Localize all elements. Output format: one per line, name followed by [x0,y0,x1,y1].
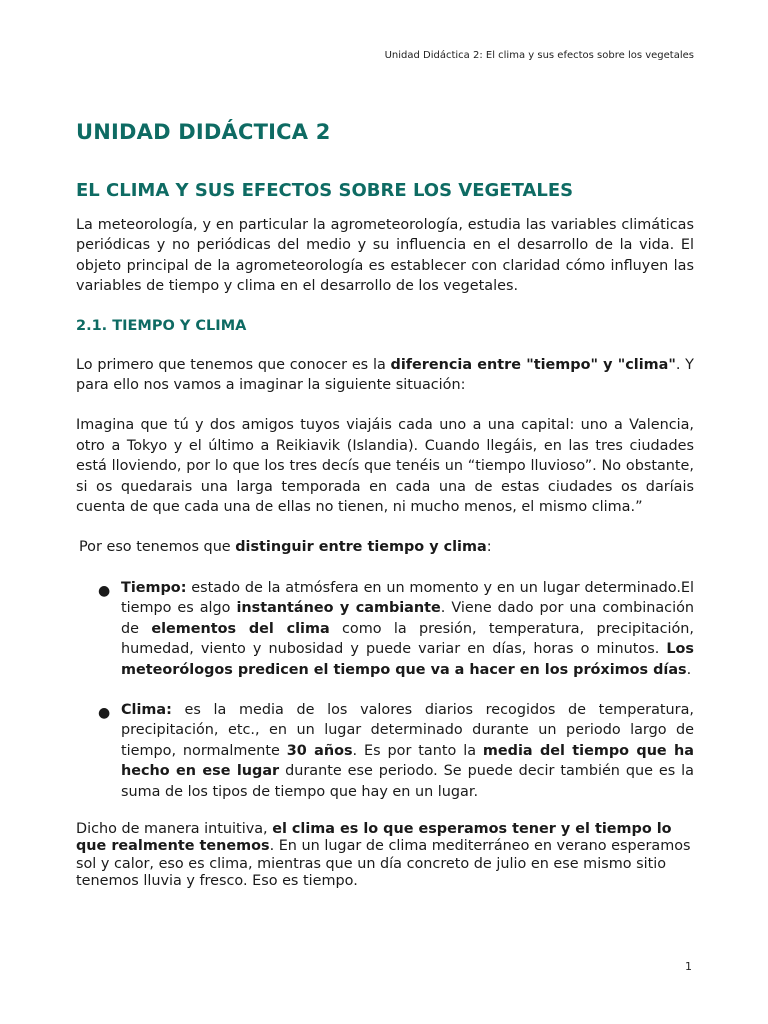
page-number: 1 [685,960,692,973]
text-run: : [486,539,492,556]
page-content [76,118,694,891]
distinguish-paragraph [76,537,694,557]
list-item-clima [76,700,694,802]
list-item-tiempo [76,578,694,680]
difference-paragraph [76,355,694,396]
text-run: . En un lugar de clima mediterráneo en verano esperamos sol y calor, eso es clima, mientras que un día concreto de julio en ese mismo sitio tenemos lluvia y fresco. Eso es tiempo. [76,838,691,890]
text-run: . Y para ello nos vamos a imaginar la siguiente situación: [76,356,694,394]
text-run: Dicho de manera intuitiva, [76,820,273,837]
bold-run: distinguir entre tiempo y clima [235,539,487,556]
term-tiempo: Tiempo: [121,579,187,596]
text-run: es la media de los valores diarios recogidos de temperatura, precipitación, etc., en un lugar determinado durante un periodo largo de tiempo, normalmente [121,701,694,759]
text-run: Lo primero que tenemos que conocer es la [76,356,391,373]
unit-title: UNIDAD DIDÁCTICA 2 [76,120,331,144]
text-run: . Es por tanto la [352,742,483,759]
clima-definition [121,700,694,802]
bold-run: diferencia entre "tiempo" y "clima" [390,356,676,373]
main-title: EL CLIMA Y SUS EFECTOS SOBRE LOS VEGETALES [76,180,574,201]
section-title: 2.1. TIEMPO Y CLIMA [76,317,247,334]
tiempo-definition [121,578,694,680]
running-header: Unidad Didáctica 2: El clima y sus efectos sobre los vegetales [384,50,694,61]
bullet-icon: ● [98,704,111,721]
text-run: Por eso tenemos que [79,539,236,556]
term-clima: Clima: [121,701,172,718]
imagine-paragraph: Imagina que tú y dos amigos tuyos viajáis cada uno a una capital: uno a Valencia, otro a Tokyo y el último a Reikiavik (Islandia). Cuando llegáis, en las tres ciudades está lloviendo, por lo que los tres decís que tenéis un “tiempo lluvioso”. No obstante, si os quedarais una larga temporada en cada una de estas ciudades os daríais cuenta de que cada una de ellas no tienen, ni mucho menos, el mismo clima.” [76,417,694,516]
text-run: . [686,661,692,678]
bold-run: 30 años [286,742,353,759]
bold-run: el clima es lo que esperamos tener y el tiempo lo que realmente tenemos [76,820,672,855]
bold-run: elementos del clima [151,620,330,637]
bold-run: media del tiempo que ha hecho en ese lugar [121,742,694,780]
text-run: durante ese periodo. Se puede decir también que es la suma de los tipos de tiempo que hay en un lugar. [121,763,695,800]
intro-paragraph: La meteorología, y en particular la agrometeorología, estudia las variables climáticas periódicas y no periódicas del medio y su influencia en el desarrollo de la vida. El objeto principal de la agrometeorología es establecer con claridad cómo influyen las variables de tiempo y clima en el desarrollo de los vegetales. [76,217,694,295]
text-run: estado de la atmósfera en un momento y en un lugar determinado.El tiempo es algo [121,579,694,617]
definition-list [76,578,694,802]
text-run: como la presión, temperatura, precipitación, humedad, viento y nubosidad y puede variar en días, horas o minutos. [121,620,694,658]
bold-run: instantáneo y cambiante [236,600,441,617]
bold-run: Los meteorólogos predicen el tiempo que va a hacer en los próximos días [121,641,694,678]
text-run: . Viene dado por una combinación de [121,600,694,637]
summary-paragraph [76,821,694,891]
bullet-icon: ● [98,582,111,599]
